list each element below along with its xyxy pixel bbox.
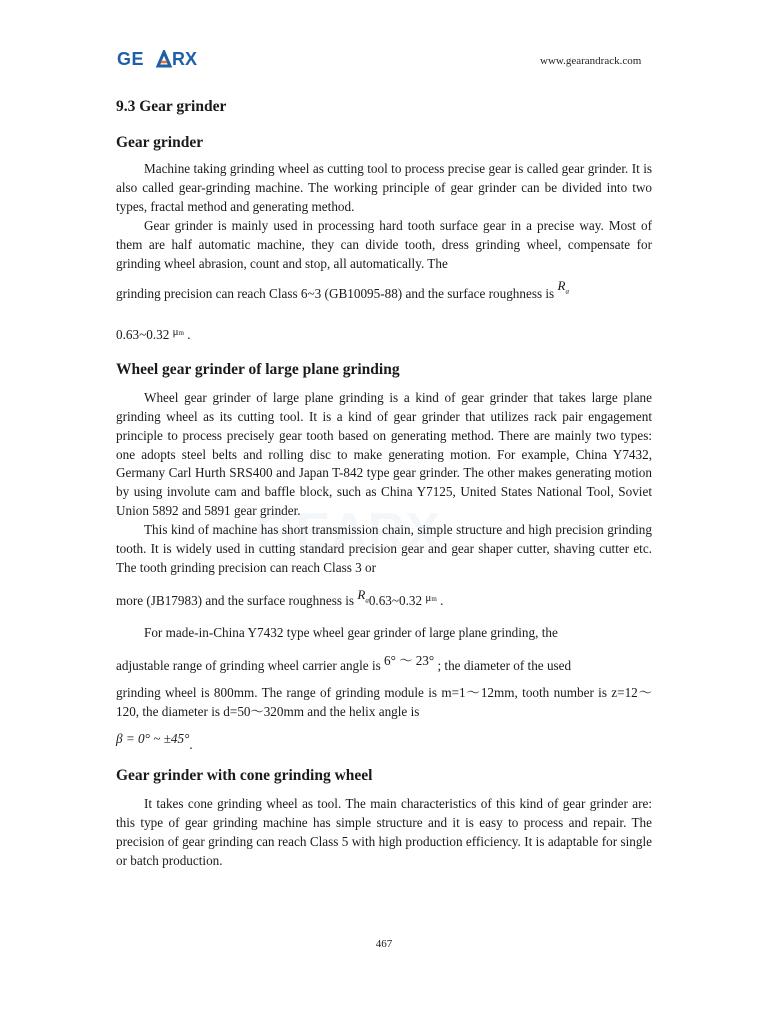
heading-wheel-gear-grinder: Wheel gear grinder of large plane grinding bbox=[116, 360, 400, 378]
ra-symbol: $R_a$ bbox=[557, 278, 569, 297]
header-url[interactable]: www.gearandrack.com bbox=[540, 55, 642, 67]
angle-line: adjustable range of grinding wheel carrier angle is 6° ～ 23° ; the diameter of the used bbox=[116, 653, 572, 674]
roughness-line: more (JB17983) and the surface roughness is $R_a0.63\sim 0.32$ $^{\mu m}$ . bbox=[116, 586, 444, 608]
gearx-logo bbox=[117, 50, 209, 68]
micron-unit: μm bbox=[172, 325, 184, 338]
paragraph: Gear grinder is mainly used in processing hard tooth surface gear in a precise way. Most of them are half automatic machine, they can divide tooth, dress grinding wheel, compensate for grinding wheel abrasion, count and stop, all automatically. The bbox=[116, 217, 652, 271]
heading-cone-grinder: Gear grinder with cone grinding wheel bbox=[116, 766, 373, 784]
heading-gear-grinder: Gear grinder bbox=[116, 134, 204, 151]
text: 0.63~0.32 bbox=[116, 326, 170, 342]
paragraph: It takes cone grinding wheel as tool. The main characteristics of this kind of gear grinder are: this type of gear grinding machine has simple structure and it is easy to process and repair. The precision of gear grinding can reach Class 5 with high production efficiency. It is adaptable for single or batch production. bbox=[116, 795, 652, 868]
page-content bbox=[116, 96, 652, 871]
ra-symbol: $R_a$ bbox=[357, 586, 369, 605]
micron-unit: μm bbox=[425, 591, 437, 604]
paragraph: grinding wheel is 800mm. The range of grinding module is m=1～12mm, tooth number is z=12～120, the diameter is d=50～320mm and the helix angle is bbox=[116, 685, 652, 720]
roughness-value-line: 0.63~0.32 $^{\mu m}$ . bbox=[116, 325, 191, 342]
svg-text:RX: RX bbox=[172, 50, 198, 68]
paragraph: This kind of machine has short transmission chain, simple structure and high precision grinding tooth. It is widely used in cutting standard precision gear and gear shaper cutter, shaving cutter etc. The tooth grinding precision can reach Class 3 or bbox=[116, 522, 652, 575]
roughness-line bbox=[116, 278, 652, 310]
text: more (JB17983) and the surface roughness is bbox=[116, 592, 355, 608]
paragraph: Wheel gear grinder of large plane grinding is a kind of gear grinder that takes large plane grinding wheel as its cutting tool. It is a kind of gear grinder that utilizes rack pair engagement principle to process precisely gear tooth based on generating method. There are mainly two types: one adopts steel belts and rolling disc to make generating motion. For example, China Y7432, Germany Carl Hurth SRS400 and Japan T-842 type gear grinder. The other makes generating motion by using involute cam and baffle block, such as China Y7125, United States National Tool, Soviet Union 5892 and 5891 gear grinder. bbox=[116, 389, 652, 519]
helix-formula: β = 0° ~ ±45°. bbox=[116, 731, 193, 753]
section-title: 9.3 Gear grinder bbox=[116, 98, 227, 115]
svg-text:GE: GE bbox=[117, 50, 145, 68]
paragraph: Machine taking grinding wheel as cutting tool to process precise gear is called gear grinder. It is also called gear-grinding machine. The working principle of gear grinder can be divided into two types, fractal method and generating method. bbox=[116, 161, 652, 214]
page-number: 467 bbox=[375, 938, 393, 950]
angle-range: 6° ～ 23° bbox=[384, 653, 435, 669]
text: grinding precision can reach Class 6~3 (GB10095-88) and the surface roughness is bbox=[116, 286, 555, 302]
paragraph-line: For made-in-China Y7432 type wheel gear grinder of large plane grinding, the bbox=[144, 625, 558, 641]
